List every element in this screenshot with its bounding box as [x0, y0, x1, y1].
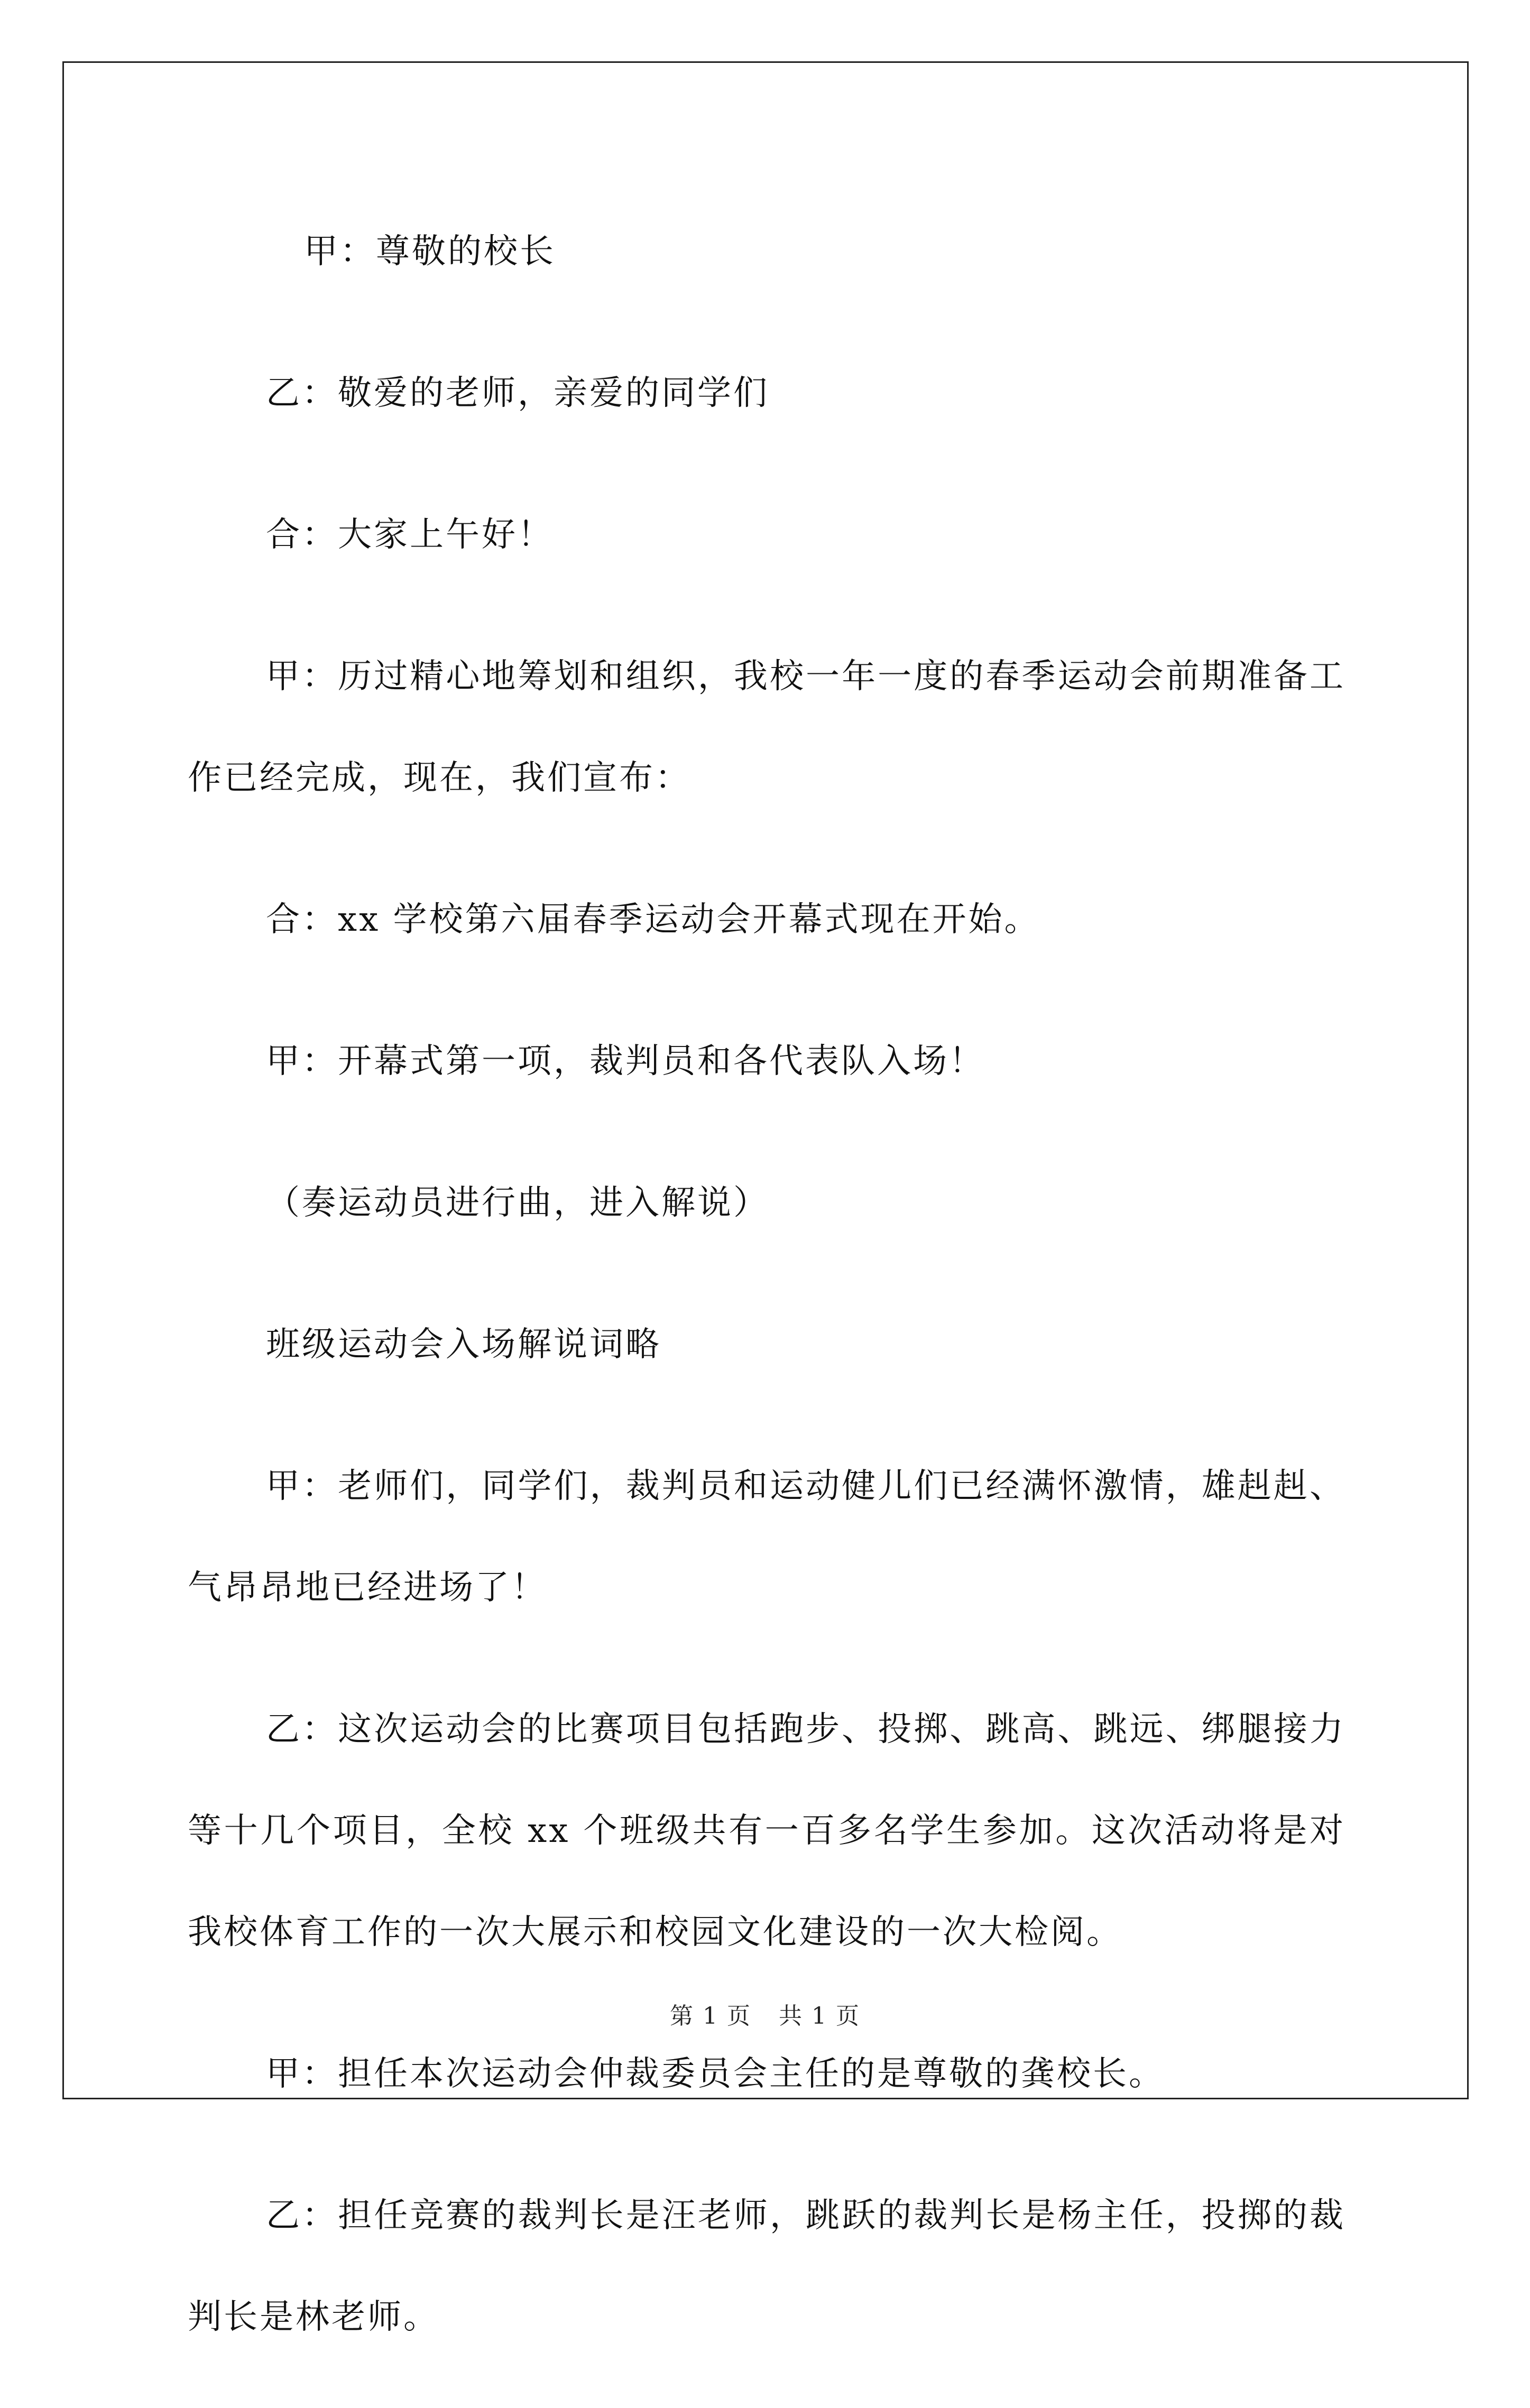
page-total: 共 1 页 [779, 2003, 860, 2030]
page-number: 第 1 页 [670, 2003, 751, 2030]
paragraph: 甲：开幕式第一项，裁判员和各代表队入场！ [266, 1042, 985, 1081]
paragraph: 合：xx 学校第六届春季运动会开幕式现在开始。 [266, 900, 1040, 939]
paragraph: 合：大家上午好！ [266, 515, 554, 554]
paragraph: 班级运动会入场解说词略 [266, 1325, 661, 1364]
paragraph: （奏运动员进行曲，进入解说） [266, 1183, 769, 1222]
document-body [188, 201, 1345, 2408]
paragraph: 乙：担任竞赛的裁判长是汪老师，跳跃的裁判长是杨主任，投掷的裁判长是林老师。 [188, 2196, 1345, 2337]
paragraph: 甲：尊敬的校长 [304, 232, 556, 271]
paragraph: 乙：这次运动会的比赛项目包括跑步、投掷、跳高、跳远、绑腿接力等十几个项目，全校 xx 个班级共有一百多名学生参加。这次活动将是对我校体育工作的一次大展示和校园文化建设的一次大检阅。 [188, 1710, 1345, 1952]
paragraph: 甲：历过精心地筹划和组织，我校一年一度的春季运动会前期准备工作已经完成，现在，我们宣布： [188, 657, 1345, 798]
paragraph: 甲：老师们，同学们，裁判员和运动健儿们已经满怀激情，雄赳赳、气昂昂地已经进场了！ [188, 1467, 1345, 1607]
paragraph: 乙：敬爱的老师，亲爱的同学们 [266, 374, 769, 413]
paragraph: 甲：担任本次运动会仲裁委员会主任的是尊敬的龚校长。 [266, 2054, 1165, 2094]
page-footer [0, 1997, 1530, 2031]
